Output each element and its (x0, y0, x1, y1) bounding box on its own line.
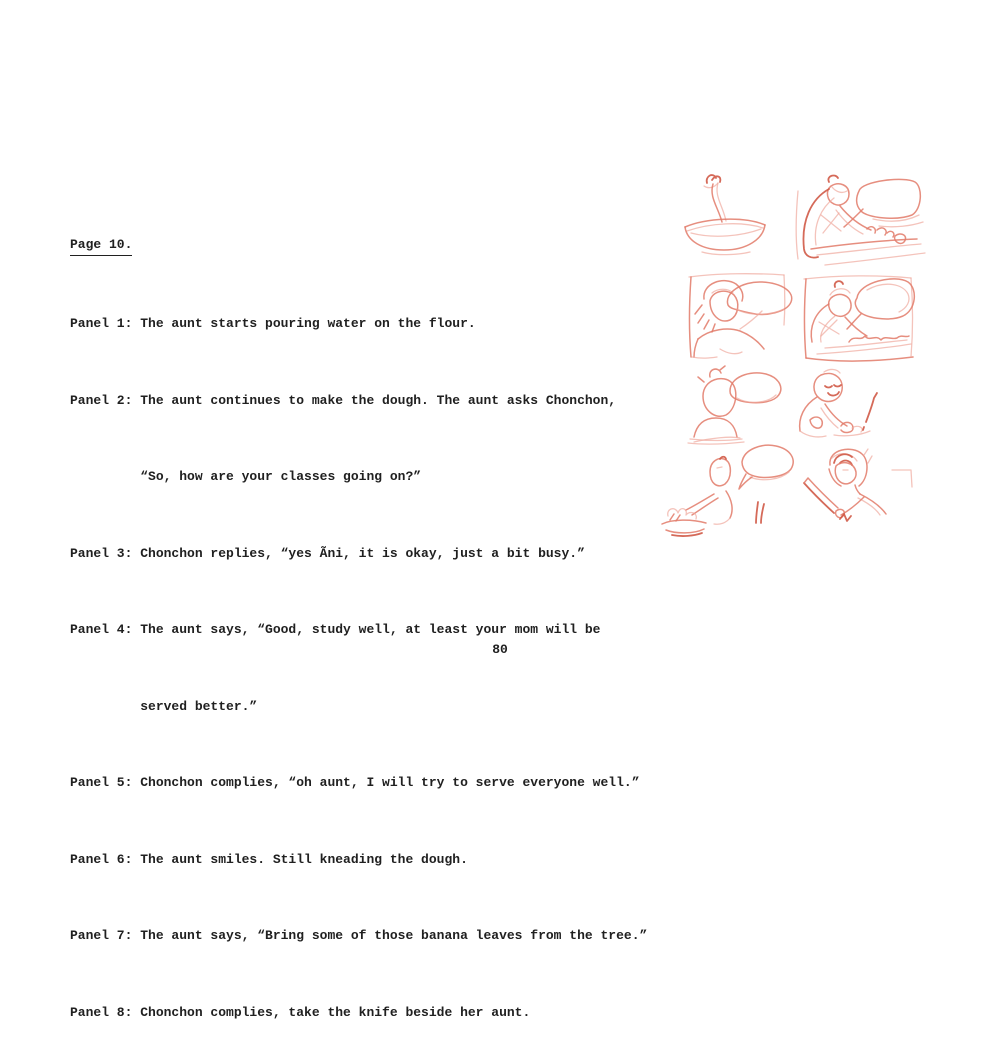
sketch-chonchon-replying-speech-bubble (684, 364, 788, 444)
sketch-aunt-kneading-dough-speech-bubble (783, 173, 929, 269)
script-line: Panel 8: Chonchon complies, take the knife beside her aunt. (70, 1004, 531, 1020)
sketch-aunt-smiling-kneading (786, 368, 890, 444)
script-line: “So, how are your classes going on?” (70, 469, 422, 484)
sketch-chonchon-taking-knife (798, 445, 918, 531)
script-line: Panel 1: The aunt starts pouring water on the flour. (70, 316, 476, 331)
script-line: served better.” (70, 698, 258, 714)
script-line: Panel 6: The aunt smiles. Still kneading the dough. (70, 851, 468, 867)
script-line: Panel 7: The aunt says, “Bring some of those banana leaves from the tree.” (70, 928, 648, 943)
sketchboard (650, 160, 1000, 550)
sketch-aunt-talking-while-kneading (797, 270, 917, 366)
sketch-chonchon-listening-speech-bubble (684, 267, 798, 361)
sketch-water-pouring-into-bowl (678, 170, 770, 258)
page-title: Page 10. (70, 234, 132, 256)
script-block (70, 181, 647, 1051)
script-line: Panel 3: Chonchon replies, “yes Ãni, it is okay, just a bit busy.” (70, 545, 585, 561)
script-line: Panel 2: The aunt continues to make the dough. The aunt asks Chonchon, (70, 392, 617, 408)
sketch-aunt-speaking-over-bowl (656, 436, 796, 538)
script-line: Panel 5: Chonchon complies, “oh aunt, I will try to serve everyone well.” (70, 775, 640, 790)
page-number: 80 (492, 642, 508, 657)
script-line: Panel 4: The aunt says, “Good, study well, at least your mom will be (70, 622, 601, 637)
